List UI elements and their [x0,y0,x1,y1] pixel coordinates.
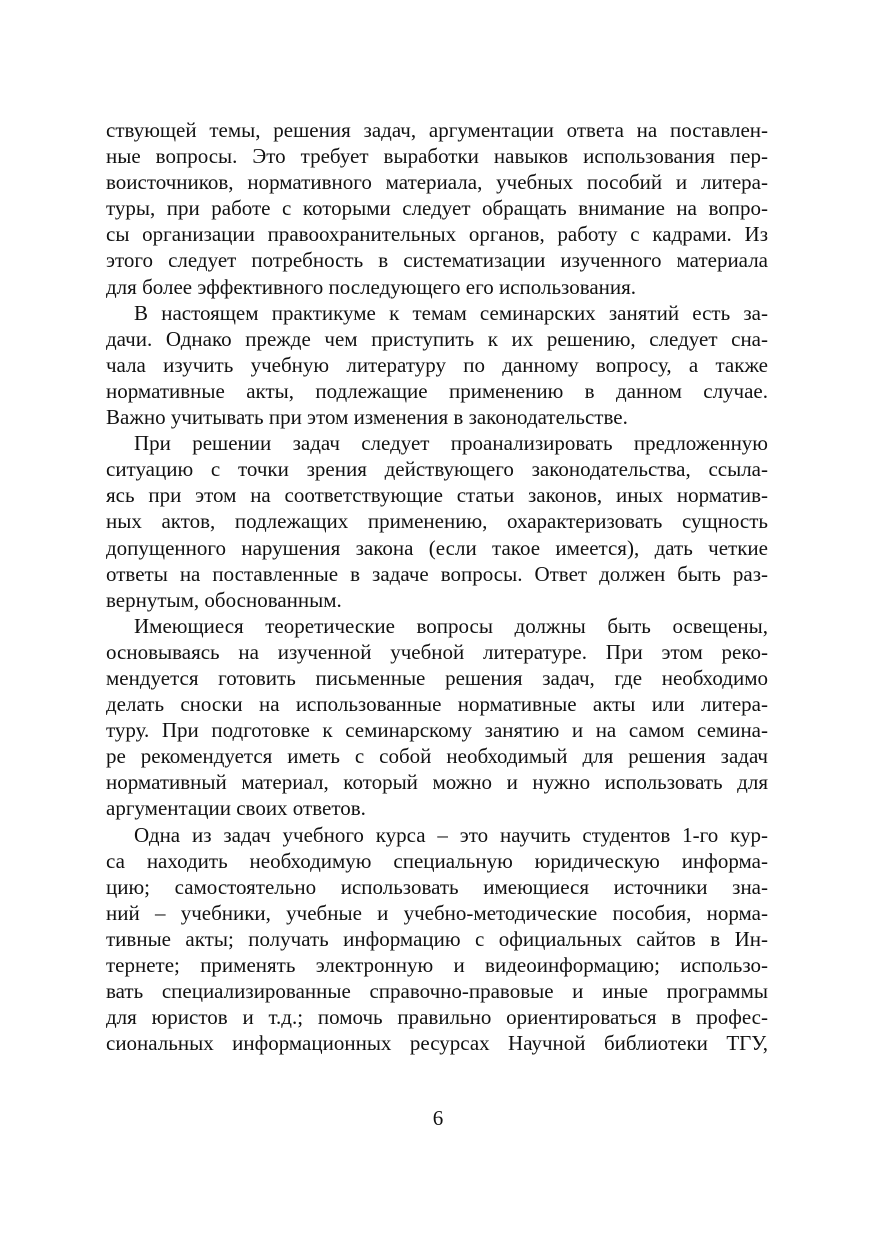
text-line: тивные акты; получать информацию с официальных сайтов в Ин- [106,926,768,951]
text-line: нормативные акты, подлежащие применению в данном случае. [106,378,768,403]
text-line: Имеющиеся теоретические вопросы должны быть освещены, [134,613,768,638]
text-line: допущенного нарушения закона (если такое имеется), дать четкие [106,535,768,560]
text-line: этого следует потребность в систематизации изученного материала [106,248,768,273]
text-line: ре рекомендуется иметь с собой необходимый для решения задач [106,744,768,769]
text-line: для юристов и т.д.; помочь правильно ориентироваться в профес- [106,1005,768,1030]
text-line: мендуется готовить письменные решения задач, где необходимо [106,665,768,690]
text-line: цию; самостоятельно использовать имеющиеся источники зна- [106,874,768,899]
text-line: делать сноски на использованные нормативные акты или литера- [106,692,768,717]
text-line: ответы на поставленные в задаче вопросы. Ответ должен быть раз- [106,561,768,586]
text-line: сиональных информационных ресурсах Научной библиотеки ТГУ, [106,1031,768,1056]
text-line: аргументации своих ответов. [106,796,366,821]
text-line: дачи. Однако прежде чем приступить к их решению, следует сна- [106,326,768,351]
page-number: 6 [432,1106,444,1130]
text-line: Одна из задач учебного курса – это научить студентов 1-го кур- [134,822,768,847]
text-line: В настоящем практикуме к темам семинарских занятий есть за- [134,300,768,325]
text-line: основываясь на изученной учебной литературе. При этом реко- [106,639,768,664]
text-line: сы организации правоохранительных органов, работу с кадрами. Из [106,222,768,247]
body-text [106,117,768,1056]
text-line: чала изучить учебную литературу по данному вопросу, а также [106,352,768,377]
text-line: ясь при этом на соответствующие статьи законов, иных норматив- [106,483,768,508]
text-line: При решении задач следует проанализировать предложенную [134,431,768,456]
text-line: нормативный материал, который можно и нужно использовать для [106,770,768,795]
text-line: вернутым, обоснованным. [106,587,342,612]
text-line: Важно учитывать при этом изменения в законодательстве. [106,405,628,430]
text-line: ствующей темы, решения задач, аргументации ответа на поставлен- [106,118,768,142]
text-line: воисточников, нормативного материала, учебных пособий и литера- [106,170,768,195]
text-line: ний – учебники, учебные и учебно-методические пособия, норма- [106,900,768,925]
text-line: туру. При подготовке к семинарскому занятию и на самом семина- [106,718,768,743]
text-line: для более эффективного последующего его использования. [106,274,637,299]
text-line: туры, при работе с которыми следует обращать внимание на вопро- [106,196,768,221]
text-line: ные вопросы. Это требует выработки навыков использования пер- [106,144,768,169]
text-line: вать специализированные справочно-правовые и иные программы [106,979,768,1004]
text-line: са находить необходимую специальную юридическую информа- [106,848,768,873]
text-line: ных актов, подлежащих применению, охарактеризовать сущность [106,509,768,534]
text-line: ситуацию с точки зрения действующего законодательства, ссыла- [106,457,768,482]
text-line: тернете; применять электронную и видеоинформацию; использо- [106,953,768,977]
